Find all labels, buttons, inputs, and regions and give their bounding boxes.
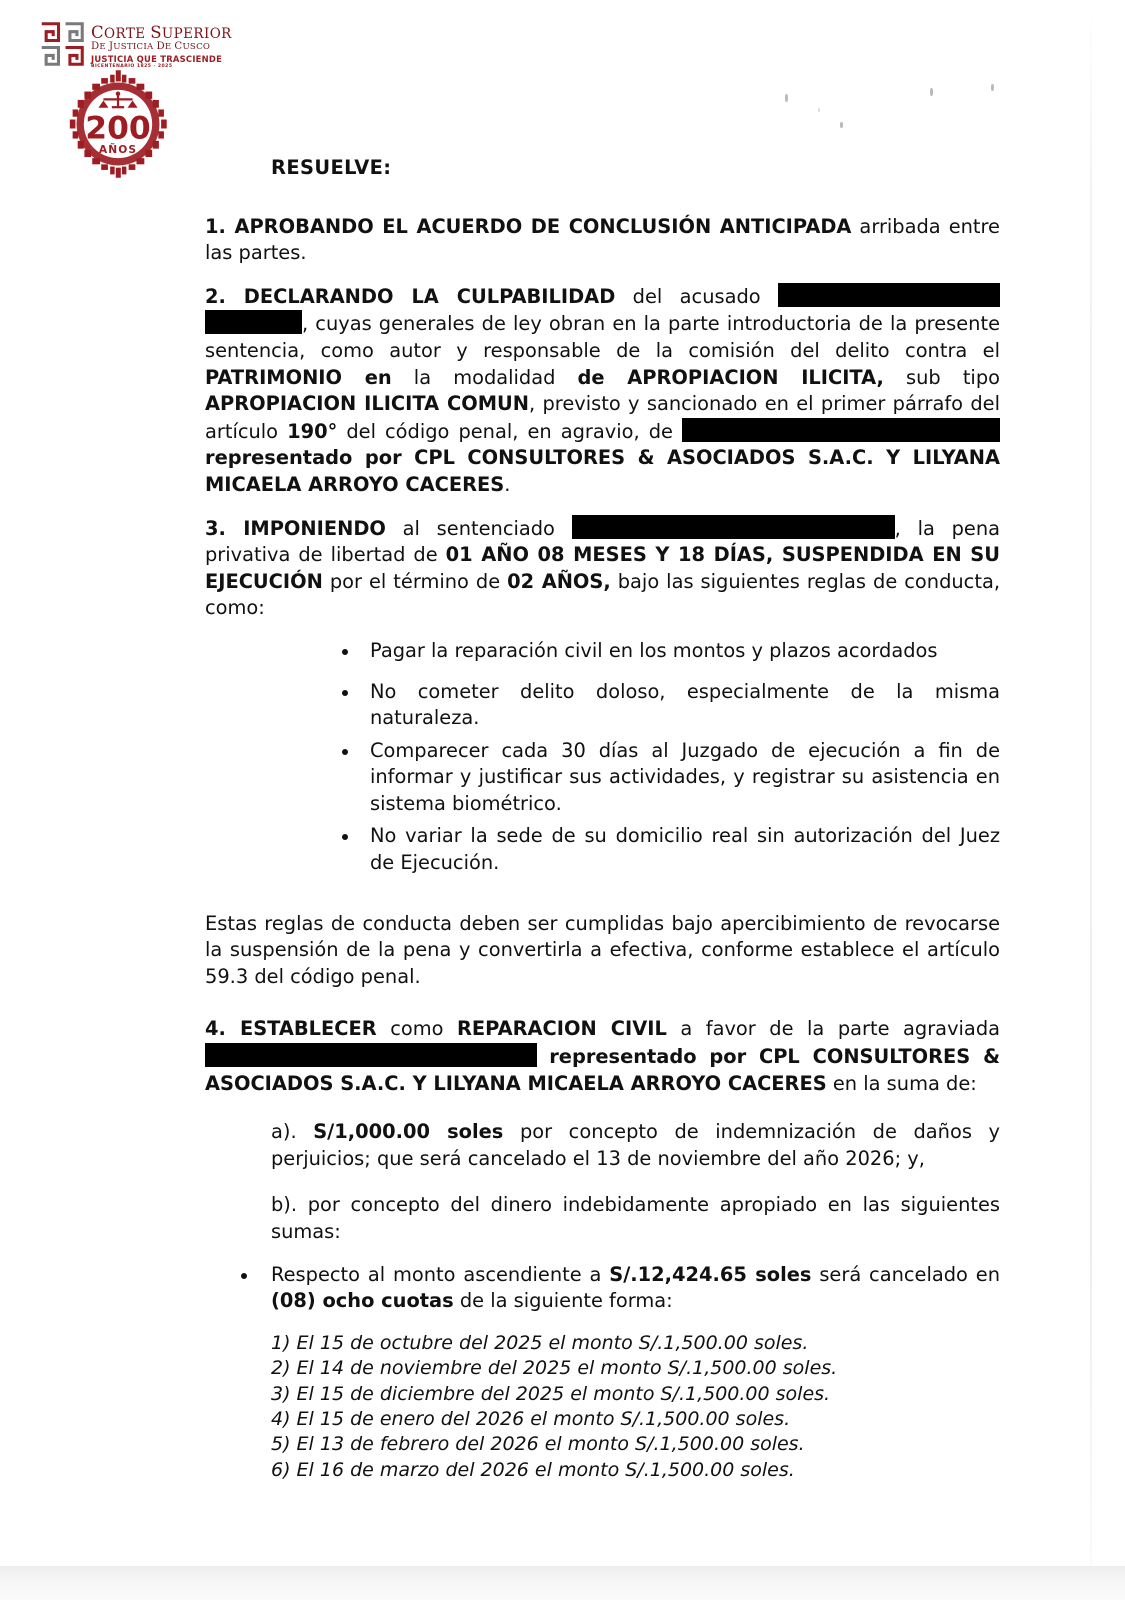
item-3-b2: 02 AÑOS, [507, 569, 611, 593]
cuota-row: 4) El 15 de enero del 2026 el monto S/.1,500.00 soles. [271, 1408, 791, 1430]
scan-speck [818, 108, 820, 112]
sub-a-amount: S/1,000.00 soles [313, 1120, 504, 1144]
conduct-rule-item: No variar la sede de su domicilio real sin autorización del Juez de Ejecución. [340, 823, 1000, 876]
cuota-row: 1) El 15 de octubre del 2025 el monto S/.1,500.00 soles. [271, 1331, 809, 1354]
monto-list-item [235, 1262, 1000, 1315]
item-3-t4: bajo las siguientes reglas de conducta, como: [205, 569, 1000, 620]
scan-speck [930, 88, 933, 96]
sub-a-lead: a). [271, 1120, 314, 1144]
item-3-t1: al sentenciado [385, 516, 572, 540]
item-3-t3: por el término de [322, 569, 508, 593]
item-4-t1: como [376, 1017, 457, 1041]
monto-t3: de la siguiente forma: [453, 1289, 673, 1313]
monto-amount: S/.12,424.65 soles [609, 1262, 812, 1286]
item-1-bold-lead: 1. APROBANDO EL ACUERDO DE CONCLUSIÓN ANTICIPADA [205, 214, 852, 238]
cuota-row: 6) El 16 de marzo del 2026 el monto S/.1,500.00 soles. [271, 1458, 795, 1481]
item-2-t5: , previsto y sancionado en el primer párrafo del artículo [205, 392, 1000, 443]
item-4-b2: representado por CPL CONSULTORES & ASOCIADOS S.A.C. Y LILYANA MICAELA ARROYO CACERES [205, 1045, 1000, 1095]
item-4-t2: a favor de la parte agraviada [666, 1017, 1001, 1041]
item-2-t7: . [504, 472, 511, 496]
document-body [205, 155, 1000, 1483]
paragraph-item-2 [205, 283, 1000, 499]
scan-edge-right [1090, 0, 1092, 1566]
paragraph-item-1 [205, 214, 1000, 267]
scan-speck [991, 84, 994, 91]
item-3-t2: , la pena privativa de libertad de [205, 516, 1001, 567]
scan-speck [785, 94, 788, 102]
item-2-bold-lead: 2. DECLARANDO LA CULPABILIDAD [205, 284, 616, 308]
item-4-b1: REPARACION CIVIL [457, 1017, 667, 1041]
paragraph-item-4 [205, 1016, 1000, 1097]
item-2-b1: PATRIMONIO en [205, 365, 392, 389]
letterhead-line-1: CORTE SUPERIOR [91, 23, 232, 42]
scan-edge-bottom [0, 1566, 1125, 1600]
monto-t1: Respecto al monto ascendiente a [271, 1262, 610, 1286]
item-4-t3: en la suma de: [826, 1071, 977, 1095]
cuota-row: 2) El 14 de noviembre del 2025 el monto S/.1,500.00 soles. [271, 1357, 838, 1380]
emblem-number: 200 [85, 110, 151, 147]
monto-list [205, 1262, 1000, 1315]
letterhead-line-4: BICENTENARIO 1825 - 2025 [91, 64, 173, 69]
paragraph-sub-a [205, 1119, 1000, 1172]
conduct-rule-item: Comparecer cada 30 días al Juzgado de ejecución a fin de informar y justificar sus actividades, y registrar su asistencia en sistema biométrico. [340, 738, 1000, 818]
monto-cuotas: (08) ocho cuotas [271, 1289, 454, 1313]
cuota-row: 3) El 15 de diciembre del 2025 el monto S/.1,500.00 soles. [271, 1382, 831, 1405]
redaction-aggrieved-party [205, 1043, 537, 1067]
letterhead-line-2: DE JUSTICIA DE CUSCO [91, 41, 211, 53]
paragraph-sub-b: b). por concepto del dinero indebidamente apropiado en las siguientes sumas: [271, 1193, 1000, 1243]
redaction-accused-name-part-2 [205, 310, 302, 334]
conduct-rule-item: No cometer delito doloso, especialmente de la misma naturaleza. [340, 679, 1000, 732]
item-2-b3: APROPIACION ILICITA COMUN [205, 392, 529, 416]
item-2-t6: del código penal, en agravio, de [337, 419, 682, 443]
emblem-label: AÑOS [98, 143, 138, 157]
scan-speck [840, 122, 843, 128]
cuota-row: 5) El 13 de febrero del 2026 el monto S/.1,500.00 soles. [271, 1433, 805, 1456]
item-1-rest: arribada entre las partes. [205, 214, 1000, 265]
item-2-t2: , cuyas generales de ley obran en la parte introductoria de la presente sentencia, como autor y responsable de la comisión del delito contra el [205, 312, 1000, 362]
letterhead-line-3: JUSTICIA QUE TRASCIENDE [91, 53, 223, 64]
paragraph-item-3 [205, 515, 1000, 622]
item-2-b4: 190° [287, 419, 338, 443]
redaction-accused-name-part-1 [778, 283, 1000, 307]
greca-logo-icon [40, 22, 84, 66]
monto-t2: será cancelado en [811, 1262, 1000, 1286]
item-2-b5: representado por CPL CONSULTORES & ASOCIADOS S.A.C. Y LILYANA MICAELA ARROYO CACERES [205, 446, 1000, 496]
sub-a-text: por concepto de indemnización de daños y perjuicios; que será cancelado el 13 de noviembre del año 2026; y, [271, 1120, 1000, 1170]
item-2-t3: la modalidad [391, 365, 578, 389]
cuotas-schedule [205, 1331, 1000, 1483]
item-3-bold-lead: 3. IMPONIENDO [205, 516, 386, 540]
item-3-b1: 01 AÑO 08 MESES Y 18 DÍAS, SUSPENDIDA EN SU EJECUCIÓN [205, 543, 1000, 593]
conduct-rules-list [205, 638, 1000, 877]
bicentennial-200-anos-emblem-icon [62, 68, 174, 180]
item-4-bold-lead: 4. ESTABLECER [205, 1017, 377, 1041]
item-2-t4: sub tipo [883, 365, 1000, 389]
redaction-sentenced-name [572, 515, 895, 539]
redaction-victim-name [682, 418, 1000, 442]
paragraph-apercibimiento: Estas reglas de conducta deben ser cumplidas bajo apercibimiento de revocarse la suspensión de la pena y convertirla a efectiva, conforme establece el artículo 59.3 del código penal. [205, 911, 1000, 988]
conduct-rule-item: Pagar la reparación civil en los montos y plazos acordados [340, 638, 1000, 665]
item-2-t1: del acusado [615, 284, 779, 308]
heading-resuelve: RESUELVE: [271, 156, 392, 179]
item-2-b2: de APROPIACION ILICITA, [577, 365, 884, 389]
